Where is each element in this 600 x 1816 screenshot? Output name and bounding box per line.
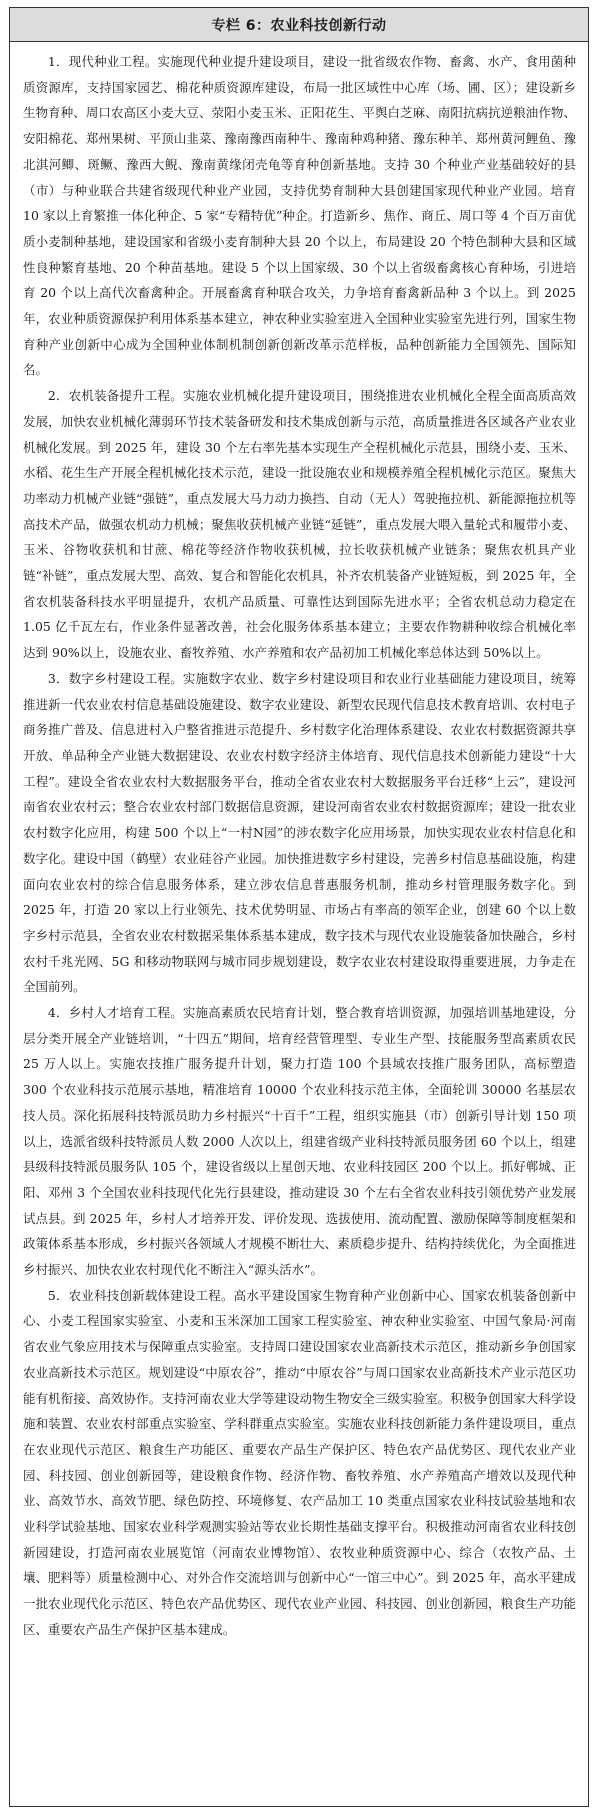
paragraph-digital-village: 3．数字乡村建设工程。实施数字农业、数字乡村建设项目和农业行业基础能力建设项目，统筹推进新一代农业农村信息基础设施建设、数字农业建设、新型农民现代信息技术教育培训、农村电子商务推广普及、信息进村入户整省推进示范提升、乡村数字化治理体系建设、农业农村数据资源共享开放、单品种全产业链大数据建设、农业农村数字经济主体培育、现代信息技术创新能力建设“十大工程”。建设全省农业农村大数据服务平台，推动全省农业农村大数据服务平台迁移“上云”，建设河南省农业农村云；整合农业农村部门数据信息资源，建设河南省农业农村数据资源库；建设一批农业农村数字化应用，构建 500 个以上“一村N园”的涉农数字化应用场景，加快实现农业农村信息化和数字化。建设中国（鹤壁）农业硅谷产业园。加快推进数字乡村建设，完善乡村信息基础设施，构建面向农业农村的综合信息服务体系，建立涉农信息普惠服务机制，推动乡村管理服务数字化。到 2025 年，打造 20 家以上行业领先、技术优势明显、市场占有率高的领军企业，创建 60 个以上数字乡村示范县，全省农业农村数据采集体系基本建成，数字技术与现代农业设施装备加快融合，乡村农村千兆光网、5G 和移动物联网与城市同步规划建设，数字农业农村建设取得重要进展，力争走在全国前列。 xyxy=(23,670,576,995)
column-header xyxy=(10,8,588,42)
paragraph-seed-industry: 1．现代种业工程。实施现代种业提升建设项目，建设一批省级农作物、畜禽、水产、食用菌种质资源库，支持国家园艺、棉花种质资源库建设，布局一批区域性中心库（场、圃、区）；建设新乡生物育种、周口农高区小麦大豆、荥阳小麦玉米、正阳花生、平舆白芝麻、南阳抗病抗逆粮油作物、安阳棉花、郑州果树、平顶山韭菜、豫南豫西南种牛、豫南种鸡种猪、豫东种羊、郑州黄河鲤鱼、豫北淇河鲫、斑鳜、豫西大鲵、豫南黄缘闭壳龟等育种创新基地。支持 30 个种业产业基础较好的县（市）与种业联合共建省级现代种业产业园，支持优势育制种大县创建国家现代种业产业园。培育 10 家以上育繁推一体化种企、5 家“专精特优”种企。打造新乡、焦作、商丘、周口等 4 个百万亩优质小麦制种基地，建设国家和省级小麦育制种大县 20 个以上，布局建设 20 个特色制种大县和区域性良种繁育基地、20 个种苗基地。建设 5 个以上国家级、30 个以上省级畜禽核心育种场，引进培育 20 个以上高代次畜禽种企。开展畜禽育种联合攻关，力争培育畜禽新品种 3 个以上。到 2025 年，农业种质资源保护利用体系基本建立，神农种业实验室进入全国种业实验室先进行列，国家生物育种产业创新中心成为全国种业体制机制创新创新改革示范样板，品种创新能力全国领先、国际知名。 xyxy=(23,54,576,378)
column-box xyxy=(9,7,589,1807)
column-title: 专栏 6：农业科技创新行动 xyxy=(211,17,387,34)
column-body xyxy=(10,42,588,1643)
paragraph-rural-talent: 4．乡村人才培育工程。实施高素质农民培育计划，整合教育培训资源，加强培训基地建设，分层分类开展全产业链培训，“十四五”期间，培育经营管理型、专业生产型、技能服务型高素质农民 25 万人以上。实施农技推广服务提升计划，聚力打造 100 个县域农技推广服务团队，高标塑造 300 个农业科技示范展示基地，精准培育 10000 个农业科技示范主体，全面轮训 30000 名基层农技人员。深化拓展科技特派员助力乡村振兴“十百千”工程，组织实施县（市）创新引导计划 150 项以上，选派省级科技特派员人数 2000 人次以上，组建省级产业科技特派员服务团 60 个以上，组建县级科技特派员服务队 105 个，建设省级以上星创天地、农业科技园区 200 个以上。抓好郸城、正阳、邓州 3 个全国农业科技现代化先行县建设，推动建设 30 个左右全省农业科技引领优势产业发展试点县。到 2025 年，乡村人才培养开发、评价发现、选拔使用、流动配置、激励保障等制度框架和政策体系基本形成，乡村振兴各领域人才规模不断壮大、素质稳步提升、结构持续优化，为全面推进乡村振兴、加快农业农村现代化不断注入“源头活水”。 xyxy=(23,1005,576,1278)
paragraph-innovation-platforms: 5．农业科技创新载体建设工程。高水平建设国家生物育种产业创新中心、国家农机装备创新中心、小麦工程国家实验室、小麦和玉米深加工国家工程实验室、神农种业实验室、中国气象局·河南省农业气象应用技术与保障重点实验室。支持周口建设国家农业高新技术示范区，推动新乡争创国家农业高新技术示范区。规划建设“中原农谷”，推动“中原农谷”与周口国家农业高新技术产业示范区功能有机衔接、高效协作。支持河南农业大学等建设动物生物安全三级实验室。积极争创国家大科学设施和装置、农业农村部重点实验室、学科群重点实验室。实施农业科技创新能力条件建设项目，重点在农业现代示范区、粮食生产功能区、重要农产品生产保护区、特色农产品优势区、现代农业产业园、科技园、创业创新园等，建设粮食作物、经济作物、畜牧养殖、水产养殖高产增效以及现代种业、高效节水、高效节肥、绿色防控、环境修复、农产品加工 10 类重点国家农业科技试验基地和农业科学试验基地、国家农业科学观测实验站等农业长期性基础支撑平台。积极推动河南省农业科技创新园建设，打造河南农业展览馆（河南农业博物馆）、农牧业种质资源中心、综合（农牧产品、土壤、肥料等）质量检测中心、对外合作交流培训与创新中心“一馆三中心”。到 2025 年，高水平建成一批农业现代化示范区、特色农产品优势区、现代农业产业园、科技园、创业创新园，粮食生产功能区、重要农产品生产保护区基本建成。 xyxy=(23,1287,576,1637)
paragraph-agri-machinery: 2．农机装备提升工程。实施农业机械化提升建设项目，围绕推进农业机械化全程全面高质高效发展，加快农业机械化薄弱环节技术装备研发和技术集成创新与示范，高质量推进各区域各产业农业机械化发展。到 2025 年，建设 30 个左右率先基本实现生产全程机械化示范县，围绕小麦、玉米、水稻、花生生产开展全程机械化技术示范，建设一批设施农业和规模养殖全程机械化示范区。聚焦大功率动力机械产业链“强链”，重点发展大马力动力换挡、自动（无人）驾驶拖拉机、新能源拖拉机等高技术产品，做强农机动力机械；聚焦收获机械产业链“延链”，重点发展大喂入量轮式和履带小麦、玉米、谷物收获机和甘蔗、棉花等经济作物收获机械，拉长收获机械产业链条；聚焦农机具产业链“补链”，重点发展大型、高效、复合和智能化农机具，补齐农机装备产业链短板，到 2025 年，全省农机装备科技水平明显提升，农机产品质量、可靠性达到国际先进水平；全省农机总动力稳定在 1.05 亿千瓦左右，作业条件显著改善，社会化服务体系基本建立；主要农作物耕种收综合机械化率达到 90%以上，设施农业、畜牧养殖、水产养殖和农产品初加工机械化率总体达到 50%以上。 xyxy=(23,388,576,661)
